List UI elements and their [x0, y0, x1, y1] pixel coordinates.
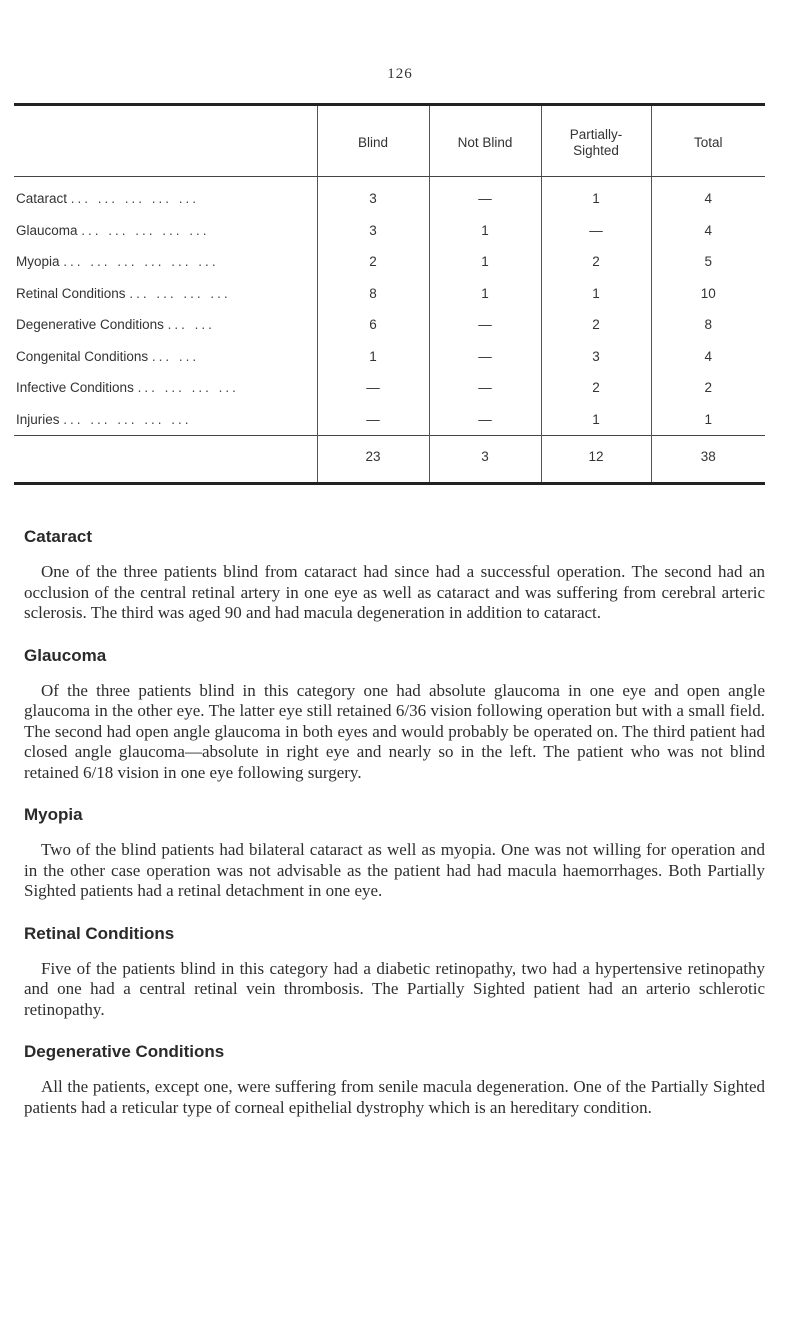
cell-not-blind: — — [429, 309, 541, 341]
cell-blind: 3 — [317, 177, 429, 215]
cell-total: 10 — [651, 278, 765, 310]
section — [24, 805, 765, 902]
cell-not-blind: — — [429, 404, 541, 436]
header-blind: Blind — [317, 106, 429, 177]
total-partially-sighted: 12 — [541, 436, 651, 484]
cell-not-blind: — — [429, 341, 541, 373]
table-row — [14, 372, 765, 404]
cell-partially-sighted: 2 — [541, 246, 651, 278]
header-partially-sighted — [541, 106, 651, 177]
table-row — [14, 341, 765, 373]
row-leader-dots: ... ... ... ... ... — [70, 191, 200, 207]
cell-not-blind: 1 — [429, 215, 541, 247]
table-row — [14, 278, 765, 310]
row-label-text: Retinal Conditions — [16, 285, 126, 301]
totals-label — [14, 436, 317, 484]
row-label — [14, 404, 317, 436]
section-heading: Myopia — [24, 805, 83, 824]
statistics-table — [14, 103, 765, 485]
row-label — [14, 215, 317, 247]
section-heading: Retinal Conditions — [24, 923, 175, 943]
cell-total: 4 — [651, 177, 765, 215]
section — [24, 1042, 765, 1118]
section — [24, 646, 765, 784]
row-leader-dots: ... ... — [167, 317, 215, 333]
row-label-text: Congenital Conditions — [16, 348, 149, 364]
row-label-text: Injuries — [16, 411, 60, 427]
cell-blind: 3 — [317, 215, 429, 247]
cell-total: 4 — [651, 215, 765, 247]
row-label — [14, 246, 317, 278]
cell-total: 2 — [651, 372, 765, 404]
report-sections — [24, 527, 765, 1140]
grand-total: 38 — [651, 436, 765, 484]
cell-not-blind: — — [429, 372, 541, 404]
table-row — [14, 309, 765, 341]
row-label — [14, 309, 317, 341]
row-label — [14, 177, 317, 215]
section-heading: Cataract — [24, 527, 93, 546]
row-leader-dots: ... ... ... ... ... — [81, 222, 210, 238]
section — [24, 924, 765, 1021]
row-leader-dots: ... ... ... ... ... — [63, 411, 192, 427]
row-label — [14, 341, 317, 373]
cell-not-blind: 1 — [429, 246, 541, 278]
cell-blind: 1 — [317, 341, 429, 373]
total-blind: 23 — [317, 436, 429, 484]
cell-blind: — — [317, 404, 429, 436]
header-partial-line1: Partially- — [569, 127, 623, 143]
cell-total: 8 — [651, 309, 765, 341]
table-row — [14, 246, 765, 278]
section-paragraph: Five of the patients blind in this category had a diabetic retinopathy, two had a hypertensive retinopathy and one had a central retinal vein thrombosis. The Partially Sighted patient had an arterio schlerotic retinopathy. — [24, 958, 765, 1019]
row-leader-dots: ... ... ... ... — [129, 285, 231, 301]
row-leader-dots: ... ... ... ... — [137, 380, 239, 396]
cell-partially-sighted: 2 — [541, 372, 651, 404]
cell-total: 5 — [651, 246, 765, 278]
row-label — [14, 372, 317, 404]
cell-blind: 6 — [317, 309, 429, 341]
cell-not-blind: — — [429, 177, 541, 215]
cell-total: 1 — [651, 404, 765, 436]
cell-partially-sighted: — — [541, 215, 651, 247]
section-paragraph: One of the three patients blind from cataract had since had a successful operation. The second had an occlusion of the central retinal artery in one eye as well as cataract and was suffering from cerebral arteric sclerosis. The third was aged 90 and had macula degeneration in addition to cataract. — [24, 562, 765, 622]
cell-partially-sighted: 2 — [541, 309, 651, 341]
row-label-text: Glaucoma — [16, 222, 78, 238]
header-partial-line2: Sighted — [573, 143, 619, 158]
cell-total: 4 — [651, 341, 765, 373]
row-leader-dots: ... ... ... ... ... ... — [63, 254, 219, 270]
section-paragraph: All the patients, except one, were suffering from senile macula degeneration. One of the Partially Sighted patients had a reticular type of corneal epithelial dystrophy which is an hereditary condition. — [24, 1077, 765, 1117]
header-not-blind: Not Blind — [429, 106, 541, 177]
table-header-row — [14, 106, 765, 177]
table-row — [14, 177, 765, 215]
section-heading: Degenerative Conditions — [24, 1042, 225, 1061]
row-label-text: Myopia — [16, 254, 60, 270]
cell-not-blind: 1 — [429, 278, 541, 310]
row-label — [14, 278, 317, 310]
cell-partially-sighted: 1 — [541, 404, 651, 436]
cell-blind: — — [317, 372, 429, 404]
row-leader-dots: ... ... — [151, 348, 200, 364]
row-label-text: Degenerative Conditions — [16, 317, 164, 333]
section — [24, 527, 765, 624]
cell-partially-sighted: 1 — [541, 278, 651, 310]
table-row — [14, 215, 765, 247]
page-number: 126 — [387, 66, 413, 82]
cell-partially-sighted: 1 — [541, 177, 651, 215]
cell-blind: 2 — [317, 246, 429, 278]
row-label-text: Cataract — [16, 191, 68, 207]
row-label-text: Infective Conditions — [16, 380, 134, 396]
header-empty — [14, 106, 317, 177]
section-paragraph: Two of the blind patients had bilateral cataract as well as myopia. One was not willing for operation and in the other case operation was not advisable as the patient had had macula haemorrhages. Both Partially Sighted patients had a retinal detachment in one eye. — [24, 840, 765, 900]
section-paragraph: Of the three patients blind in this category one had absolute glaucoma in one eye and open angle glaucoma in the other eye. The latter eye still retained 6/36 vision following operation but with a small field. The second had open angle glaucoma in both eyes and would probably be operated on. The third patient had closed angle glaucoma—absolute in right eye and nearly so in the left. The patient who was not blind retained 6/18 vision in one eye following surgery. — [24, 680, 765, 782]
section-heading: Glaucoma — [24, 645, 107, 665]
totals-row — [14, 436, 765, 484]
header-total: Total — [651, 106, 765, 177]
cell-blind: 8 — [317, 278, 429, 310]
total-not-blind: 3 — [429, 436, 541, 484]
cell-partially-sighted: 3 — [541, 341, 651, 373]
table-row — [14, 404, 765, 436]
